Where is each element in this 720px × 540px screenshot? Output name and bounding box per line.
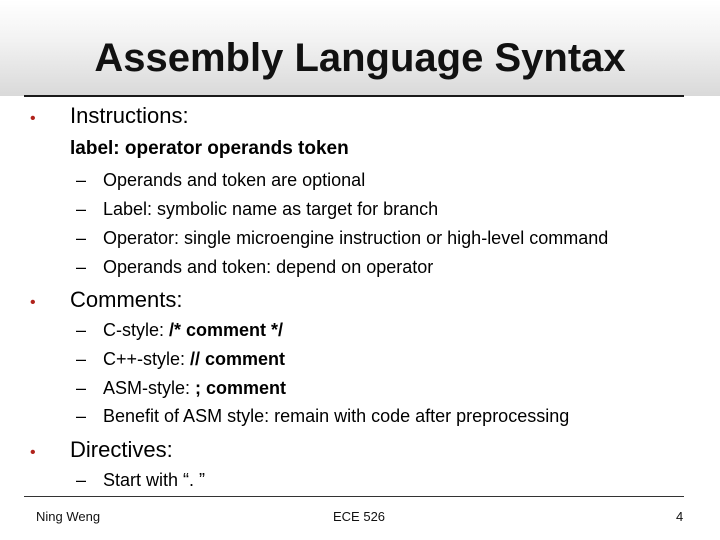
footer-course: ECE 526 xyxy=(333,509,386,524)
list-item xyxy=(76,377,286,399)
code-text: // comment xyxy=(190,349,286,369)
list-item xyxy=(76,169,365,191)
dash-icon: – xyxy=(76,406,87,426)
dash-icon: – xyxy=(76,199,87,219)
list-item-text: C++-style: xyxy=(103,349,191,369)
list-item xyxy=(76,319,283,341)
list-item-text: Start with “. ” xyxy=(103,470,206,490)
footer-author: Ning Weng xyxy=(36,509,101,524)
page-number: 4 xyxy=(676,509,684,524)
bullet-directives xyxy=(30,437,173,466)
bullet-label: Instructions: xyxy=(70,103,189,128)
bullet-instructions xyxy=(30,103,189,132)
list-item xyxy=(76,198,438,220)
list-item-text: ASM-style: xyxy=(103,378,196,398)
dash-icon: – xyxy=(76,228,87,248)
code-text: /* comment */ xyxy=(169,320,284,340)
dash-icon: – xyxy=(76,470,87,490)
list-item xyxy=(76,469,205,491)
list-item-text: Benefit of ASM style: remain with code after preprocessing xyxy=(103,406,570,426)
dash-icon: – xyxy=(76,257,87,277)
bullet-label: Directives: xyxy=(70,437,173,462)
footer-divider xyxy=(24,496,684,497)
bullet-icon: • xyxy=(30,444,36,461)
bullet-icon: • xyxy=(30,110,36,127)
syntax-line: label: operator operands token xyxy=(70,138,349,159)
list-item-text: Operator: single microengine instruction or high-level command xyxy=(103,228,609,248)
code-text: ; comment xyxy=(195,378,287,398)
list-item-text: Label: symbolic name as target for branch xyxy=(103,199,439,219)
dash-icon: – xyxy=(76,320,87,340)
list-item-text: C-style: xyxy=(103,320,170,340)
list-item xyxy=(76,256,433,278)
bullet-comments xyxy=(30,287,182,316)
slide-title: Assembly Language Syntax xyxy=(94,36,626,80)
dash-icon: – xyxy=(76,378,87,398)
list-item xyxy=(76,405,569,427)
list-item-text: Operands and token: depend on operator xyxy=(103,257,434,277)
bullet-icon: • xyxy=(30,294,36,311)
bullet-label: Comments: xyxy=(70,287,183,312)
title-divider xyxy=(24,95,684,97)
list-item xyxy=(76,348,285,370)
dash-icon: – xyxy=(76,170,87,190)
list-item-text: Operands and token are optional xyxy=(103,170,366,190)
list-item xyxy=(76,227,608,249)
dash-icon: – xyxy=(76,349,87,369)
